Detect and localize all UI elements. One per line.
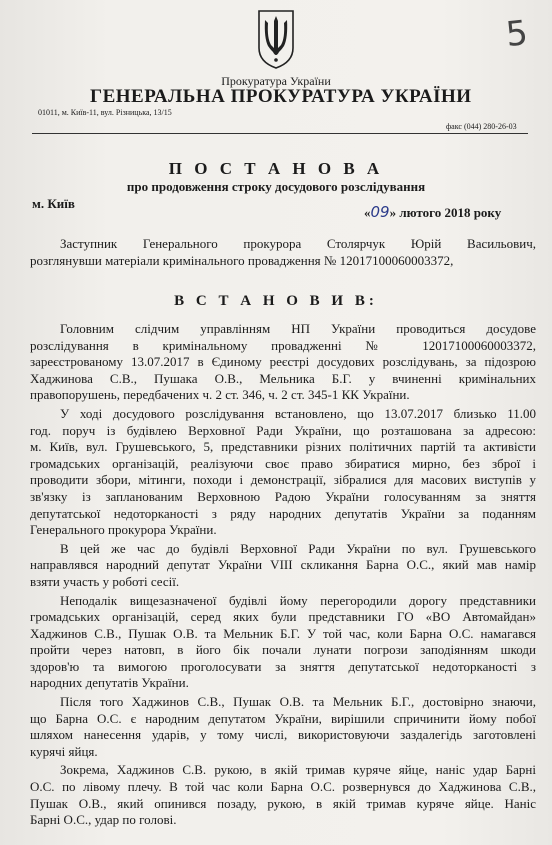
intro-paragraph [30, 236, 536, 269]
institution-main-title: ГЕНЕРАЛЬНА ПРОКУРАТУРА УКРАЇНИ [90, 86, 472, 107]
text-line: пройти через натовп, в його бік почали лунати погрози заподіянням шкоди [30, 642, 536, 658]
handwritten-page-number: 5 [503, 12, 530, 56]
institution-small-title: Прокуратура України [221, 74, 331, 88]
date-day-handwritten: 09 [370, 203, 390, 221]
document-title: про продовження строку досудового розслідування [126, 179, 426, 194]
document-type: П О С Т А Н О В А [168, 159, 384, 178]
text-line: шляхом нанесення ударів, у тому числі, використовуючи заздалегідь заготовлені [30, 727, 536, 743]
text-line: взяти участь у роботі сесії. [30, 573, 180, 589]
trident-emblem-icon [256, 8, 296, 70]
text-line: год. поруч із будівлею Верховної Ради України, що розташована за адресою: [30, 422, 536, 438]
header-divider [32, 133, 528, 134]
text-line: м. Київ, вул. Грушевського, 5, представники різних політичних партій та активісти [30, 439, 536, 455]
text-line: розглянувши матеріали кримінального провадження № 12017100060003372, [30, 252, 454, 268]
text-line: Головним слідчим управлінням НП України проводиться досудове [60, 321, 536, 336]
body-paragraph [30, 694, 536, 760]
text-line: Генерального прокурора України. [30, 522, 217, 538]
body-paragraph [30, 406, 536, 539]
institution-address: 01011, м. Київ-11, вул. Різницька, 13/15 [38, 108, 172, 117]
text-line: В цей же час до будівлі Верховної Ради України по вул. Грушевського [60, 540, 536, 556]
text-line: Барні О.С., удар по голові. [30, 812, 177, 828]
text-line: Неподалік вищезазначеної будівлі йому перегородили дорогу представники [60, 592, 536, 608]
text-line: громадських організацій, реалізуючи своє право збиратися мирно, без зброї і [30, 455, 536, 471]
body-paragraph [30, 762, 536, 828]
institution-fax: факс (044) 280-26-03 [446, 122, 517, 131]
text-line: здоров'ю та вимогою проголосувати за зняття депутатської недоторканості з [30, 658, 536, 674]
text-line: зареєстрованому 13.07.2017 в Єдиному реєстрі досудових розслідувань, за підозрою [30, 354, 536, 370]
text-line: Хаджинов С.В., Пушак О.В. та Мельник Б.Г. У той час, коли Барна О.С. намагався [30, 625, 536, 641]
text-line: У ході досудового розслідування встановлено, що 13.07.2017 близько 11.00 [60, 405, 536, 421]
text-line: Зокрема, Хаджинов С.В. рукою, в якій тримав куряче яйце, наніс удар Барні [60, 762, 536, 778]
text-line: проводити збори, мітинги, походи і демонстрації, зібралися для масових виступів у [30, 472, 536, 488]
text-line: направлявся народний депутат України VIII скликання Барна О.С., який мав намір [30, 557, 536, 573]
body-paragraph [30, 321, 536, 404]
date-month-year: » лютого 2018 року [389, 205, 502, 220]
document-date [364, 203, 501, 221]
text-line: Після того Хаджинов С.В., Пушак О.В. та Мельник Б.Г., достовірно знаючи, [60, 694, 536, 710]
text-line: громадських організацій, серед яких були представники ГО «ВО Автомайдан» [30, 609, 536, 625]
established-heading: В С Т А Н О В И В: [174, 293, 378, 309]
text-line: О.С. по лівому плечу. В той час коли Барна О.С. розвернувся до Хаджинова С.В., [30, 779, 536, 795]
text-line: що Барна О.С. є народним депутатом України, вирішили спричинити йому побої [30, 710, 536, 726]
document-city: м. Київ [32, 196, 75, 211]
text-line: курячі яйця. [30, 743, 98, 759]
document-body [30, 321, 536, 829]
text-line: зв'язку із запланованим Верховною Радою України голосуванням за зняття [30, 488, 536, 504]
body-paragraph [30, 541, 536, 591]
text-line: Заступник Генерального прокурора Столярчук Юрій Васильович, [60, 236, 536, 251]
text-line: Пушак О.В., який опинився позаду, рукою, в якій тримав куряче яйце. Наніс [30, 795, 536, 811]
date-open-quote: « [364, 205, 371, 220]
text-line: розслідування в кримінальному провадженні № 12017100060003372, [30, 337, 536, 353]
text-line: Хаджинова С.В., Пушака О.В., Мельника Б.Г. у вчиненні кримінальних [30, 370, 536, 386]
text-line: правопорушень, передбачених ч. 2 ст. 346, ч. 2 ст. 345-1 КК України. [30, 387, 410, 403]
body-paragraph [30, 593, 536, 693]
text-line: народних депутатів України. [30, 675, 189, 691]
text-line: депутатської недоторканості з ряду народних депутатів України за поданням [30, 505, 536, 521]
